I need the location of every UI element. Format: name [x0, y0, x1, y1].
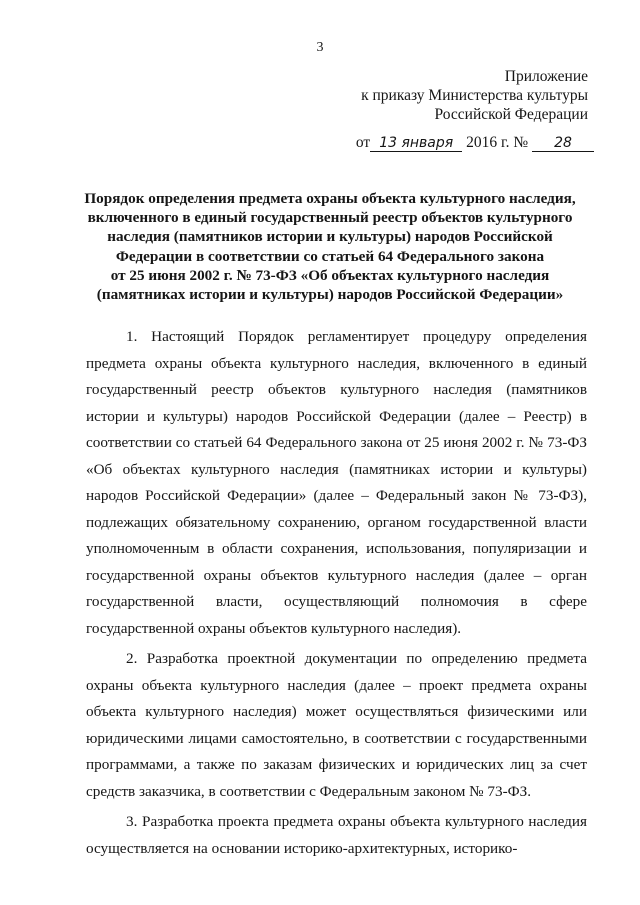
title-line: Федерации в соответствии со статьей 64 Федерального закона	[115, 247, 545, 265]
order-from-label: от	[355, 134, 371, 151]
document-body	[86, 324, 587, 866]
order-year-label: 2016 г. №	[466, 134, 529, 151]
page-number: 3	[316, 40, 324, 55]
title-line: от 25 июня 2002 г. № 73-ФЗ «Об объектах культурного наследия	[110, 266, 550, 284]
appendix-line: Российской Федерации	[434, 106, 588, 123]
paragraph-2: 2. Разработка проектной документации по определению предмета охраны объекта культурного наследия (далее – проект предмета охраны объекта культурного наследия) может осуществляться физическими или юридическими лицами самостоятельно, в соответствии с государственными программами, а также по заказам физических и юридических лиц за счет средств заказчика, в соответствии с Федеральным законом № 73-ФЗ.	[86, 650, 587, 800]
paragraph-1: 1. Настоящий Порядок регламентирует процедуру определения предмета охраны объекта культурного наследия, включенного в единый государственный реестр объектов культурного наследия (памятников истории и культуры) народов Российской Федерации (далее – Реестр) в соответствии со статьей 64 Федерального закона от 25 июня 2002 г. № 73-ФЗ «Об объектах культурного наследия (памятниках истории и культуры) народов Российской Федерации» (далее – Федеральный закон № 73-ФЗ), подлежащих обязательному сохранению, органом государственной власти уполномоченным в области сохранения, использования, популяризации и государственной охраны объектов культурного наследия (далее – орган государственной власти, осуществляющий полномочия в сфере государственной охраны объектов культурного наследия).	[86, 328, 587, 637]
title-line: наследия (памятников истории и культуры) народов Российской	[107, 228, 553, 246]
title-line: включенного в единый государственный реестр объектов культурного	[87, 209, 573, 227]
order-date-handwritten: 13 января	[370, 135, 462, 152]
paragraph-3: 3. Разработка проекта предмета охраны объекта культурного наследия осуществляется на основании историко-архитектурных, историко-	[86, 813, 587, 857]
appendix-header	[361, 67, 588, 124]
document-title	[70, 189, 590, 304]
title-line: (памятниках истории и культуры) народов Российской Федерации»	[96, 286, 564, 304]
order-number-handwritten: 28	[532, 135, 594, 152]
title-line: Порядок определения предмета охраны объекта культурного наследия,	[84, 190, 576, 207]
order-reference	[356, 134, 594, 152]
appendix-line: к приказу Министерства культуры	[361, 87, 588, 104]
appendix-line: Приложение	[504, 68, 588, 85]
